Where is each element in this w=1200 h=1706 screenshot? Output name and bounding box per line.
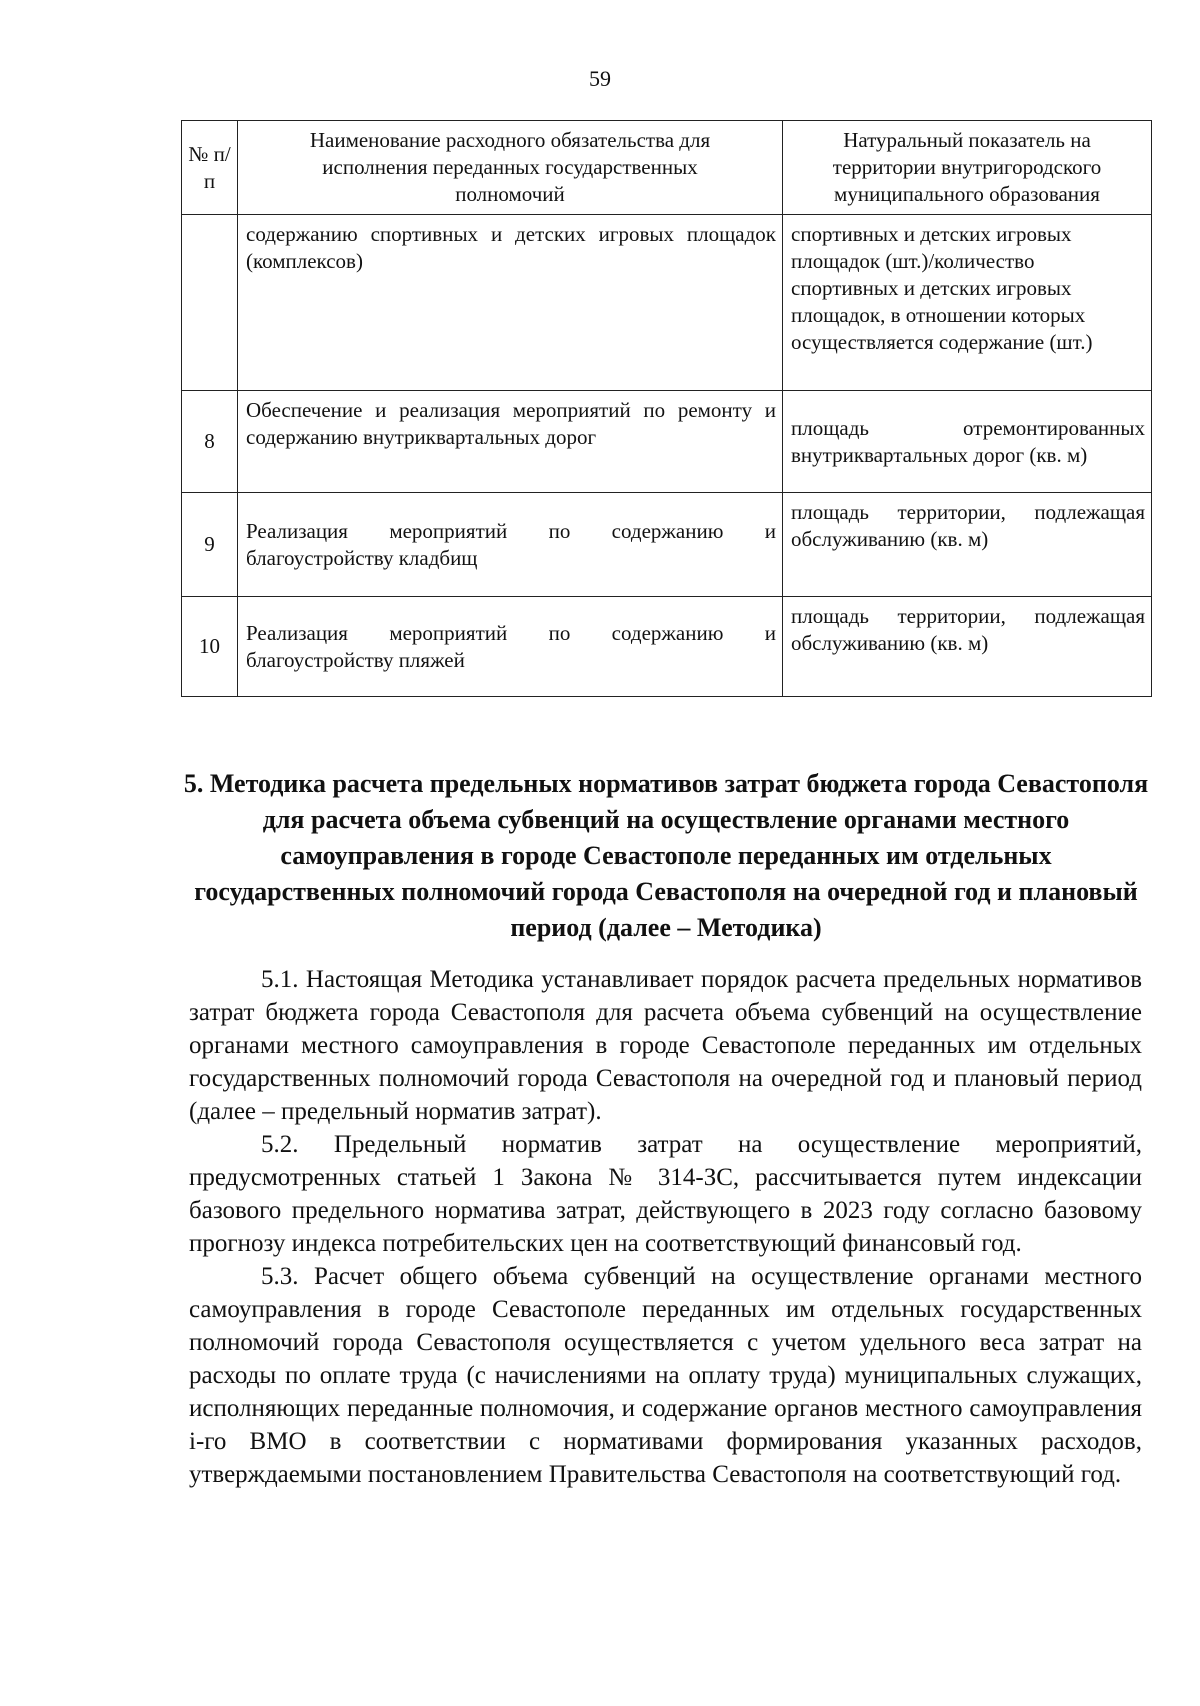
row-number: 9 <box>182 493 238 597</box>
header-number: № п/п <box>182 121 238 215</box>
section-body <box>189 963 1142 1491</box>
row-indicator: площадь территории, подлежащая обслуживанию (кв. м) <box>783 493 1152 597</box>
expenses-table <box>181 120 1152 697</box>
row-number <box>182 215 238 391</box>
paragraph: 5.3. Расчет общего объема субвенций на осуществление органами местного самоуправления в городе Севастополе переданных им отдельных государственных полномочий города Севастополя осуществляется с учетом удельного веса затрат на расходы по оплате труда (с начислениями на оплату труда) муниципальных служащих, исполняющих переданные полномочия, и содержание органов местного самоуправления i-го ВМО в соответствии с нормативами формирования указанных расходов, утверждаемыми постановлением Правительства Севастополя на соответствующий год. <box>189 1263 1142 1488</box>
paragraph: 5.1. Настоящая Методика устанавливает порядок расчета предельных нормативов затрат бюджета города Севастополя для расчета объема субвенций на осуществление органами местного самоуправления в городе Севастополе переданных им отдельных государственных полномочий города Севастополя на очередной год и плановый период (далее – предельный норматив затрат). <box>189 966 1142 1125</box>
row-number: 8 <box>182 391 238 493</box>
table-row <box>182 493 1152 597</box>
table-row <box>182 391 1152 493</box>
row-name: Реализация мероприятий по содержанию и благоустройству кладбищ <box>238 493 783 597</box>
table-row <box>182 215 1152 391</box>
row-indicator: площадь территории, подлежащая обслуживанию (кв. м) <box>783 597 1152 697</box>
row-number: 10 <box>182 597 238 697</box>
table-row <box>182 597 1152 697</box>
table-header-row <box>182 121 1152 215</box>
header-name: Наименование расходного обязательства для исполнения переданных государственных полномочий <box>238 121 783 215</box>
row-name: Реализация мероприятий по содержанию и благоустройству пляжей <box>238 597 783 697</box>
row-indicator: спортивных и детских игровых площадок (шт.)/количество спортивных и детских игровых площадок, в отношении которых осуществляется содержание (шт.) <box>783 215 1152 391</box>
row-name: содержанию спортивных и детских игровых площадок (комплексов) <box>238 215 783 391</box>
header-indicator: Натуральный показатель на территории внутригородского муниципального образования <box>783 121 1152 215</box>
paragraph: 5.2. Предельный норматив затрат на осуществление мероприятий, предусмотренных статьей 1 Закона № 314-ЗС, рассчитывается путем индексации базового предельного норматива затрат, действующего в 2023 году согласно базовому прогнозу индекса потребительских цен на соответствующий финансовый год. <box>189 1131 1142 1257</box>
section-title: 5. Методика расчета предельных нормативов затрат бюджета города Севастополя для расчета объема субвенций на осуществление органами местного самоуправления в городе Севастополе переданных им отдельных государственных полномочий города Севастополя на очередной год и плановый период (далее – Методика) <box>183 769 1149 942</box>
page-number: 59 <box>589 66 611 91</box>
row-indicator: площадь отремонтированных внутриквартальных дорог (кв. м) <box>783 391 1152 493</box>
row-name: Обеспечение и реализация мероприятий по ремонту и содержанию внутриквартальных дорог <box>238 391 783 493</box>
